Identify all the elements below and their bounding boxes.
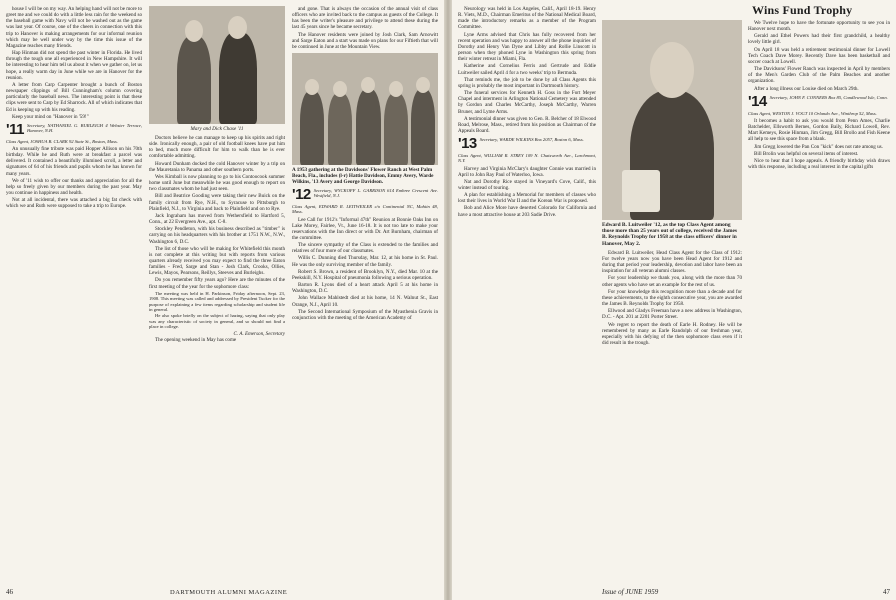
paragraph: Bill Brolin was helpful on several items of interest. [754, 150, 859, 157]
paragraph: Lyne Arms advised that Chris has fully recovered from her recent operation and was happy to answer all the phone inquiries of Dorothy and Henry Van Dyne and Libby and Rollie Linscott in person when they phoned Lyne in Washington this spring from their winter retreat in Miami, Fla. [458, 31, 596, 63]
paragraph: Howard Dunham docked the cold Hanover winter by a trip on the Mauretania to Panama and other southern ports. [149, 160, 285, 173]
paragraph: It becomes a habit to ask you would from Penn Ames, Charlie Batchelder, Ellsworth Bernes, Gordon Baily, Richard Lowell, Rev. Mart Kemeys, Rosie Hinman, Jim Gregg, Bill Brollo and Fish Keene all help to see this space from a blank. [748, 117, 890, 143]
paragraph: The Davidsons' Flower Ranch was inspected in April by members of the Men's Garden Club of the Palm Beaches and another organization. [748, 66, 890, 85]
class-agent: Class Agent, WILLIAM R. STREY 109 N. Chatsworth Ave., Larchmont, N.Y. [458, 153, 596, 164]
right-column-1 [458, 6, 596, 219]
paragraph: We of '11 wish to offer our thanks and appreciation for all the help so freely given by our members during the past year. May you continue in happiness and health. [6, 177, 142, 197]
right-column-2 [602, 20, 742, 347]
paragraph: Jack Ingraham has moved from Wethersfield to Hartford 5, Conn., at 22 Evergreen Ave., apt. C-8. [149, 212, 285, 226]
paragraph: Katherine and Cornelius Ferris and Gertrude and Eddie Luitweiler sailed April 4 for a two weeks' trip to Bermuda. [458, 63, 596, 76]
paragraph: John Wallace Mahlstedt died at his home, 14 N. Walnut St., East Orange, N.J., April 10. [292, 295, 438, 308]
paragraph: Barton R. Lyons died of a heart attack April 5 at his home in Washington, D.C. [292, 282, 438, 295]
paragraph: The Second International Symposium of the Myasthenia Gravis in conjunction with the meeting of the American Academy of [292, 308, 438, 321]
paragraph: Neurology was held in Los Angeles, Calif., April 18-19. Henry R. Viets, M.D., Chairman Emeritus of the National Medical Board, made the introductory remarks as a member of the Program Committee. [458, 6, 596, 31]
paragraph: Nat and Dorothy Rice stayed in Vineyard's Cove, Calif., this winter instead of touring. [458, 178, 596, 191]
paragraph: and gone. That is always the occasion of the annual visit of class officers who are invited back to the campus as guests of the College. It has been the writer's pleasure and privilege to attend these during the last 45 years since he became secretary. [292, 6, 438, 31]
issue-footer: Issue of JUNE 1959 [602, 588, 659, 596]
photo-luitweiler [602, 20, 742, 220]
minutes-paragraph: The meeting was held in H. Parkinson, Friday afternoon, Sept. 23, 1908. This meeting was called and addressed by President Tucker for the purpose of explaining a few items regarding scholarship and student life in general. [149, 290, 285, 312]
paragraph: A letter from Carp Carpenter brought a bunch of Boston newspaper clippings of Bill Cunningham's column covering particularly the baseball news. The interesting point is that these clips were sent to Carp by Ed Sharrock. All of which indicates that Ed is keeping up with his reading. [6, 81, 142, 113]
photo-caption: Edward B. Luitweiler '12, as the top Class Agent among those more than 25 years out of college, received the James B. Reynolds Trophy for 1958 at the class officers' dinner in Hanover, May 2. [602, 222, 737, 247]
paragraph: house I will be on my way. An helping hand will not be more to greet me and we could do with a little less rain for the weekend so the baseball game with Navy will not be washed out as the game was last year. Of course, one of the cheers in connection with this trip to Hanover is making arrangements for our informal reunion which may be well under way by the time this issue of the Magazine reaches many friends. [6, 6, 142, 49]
class-year: '13 [458, 135, 477, 153]
minutes-paragraph: He also spoke briefly on the subject of hazing, saying that only play was any characteristic of society in general, and so should not find a place in college. [149, 313, 285, 330]
class-secretary: Secretary, WARDE WILKINS Box 2057, Boston 6, Mass. [479, 137, 584, 143]
class-secretary: Secretary, NATHANIEL G. BURLEIGH 4 Webster Terrace, Hanover, N.H. [26, 122, 142, 134]
paragraph: We regret to report the death of Earle H. Rodney. He will be remembered by many as Earle Randolph of our freshman year, especially with his defying of the then sophomore class even if it did result in the trough. [602, 321, 742, 346]
paragraph: The funeral services for Kenneth H. Goss in the Fort Meyer Chapel and interment in Arlington National Cemetery was attended by Gordon and Charles McCarthy, Joseph McCarthy, Warren Bruner, and Lyme Arms. [458, 90, 596, 115]
paragraph: Wes Kimball is now planning to go to his Contoocook summer home until June but meanwhile he was good enough to report on two classmates whom he had just seen. [149, 173, 285, 193]
paragraph: Gerald and Ethel Powers had their first grandchild, a healthy lovely little girl. [748, 33, 890, 46]
photo-caption: A 1953 gathering at the Davidsons' Flower Ranch at West Palm Beach, Fla., includes (l-r) Hattie Davidson, Emmy Avery, Warde Wilkins, '13 Avery and George Davidson. [292, 167, 434, 186]
left-page [0, 0, 444, 600]
paragraph: Ellwood and Gladys Freeman have a new address in Washington, D.C. - Apt. 201 at 2201 Porter Street. [602, 308, 742, 321]
class-secretary: Secretary, WYCKOFF L. GARRISON 614 Embree Crescent Ave. Westfield, N.J. [313, 188, 438, 199]
page-number: 46 [6, 588, 13, 596]
paragraph: The opening weekend in May has come [155, 336, 237, 343]
class-year: '11 [6, 120, 24, 138]
paragraph: Stockley Pendleton, with his business described as "timber" is carrying on his headquarters with his brother at 1751 N.W., N.W., Washington 6, D.C. [149, 226, 285, 245]
paragraph: On April 18 was held a retirement testimonial dinner for Lowell Tech Coach Dave Morey. Recently Dave has been basketball and soccer coach at Lowell. [748, 46, 890, 65]
paragraph: After a long illness our Louise died on March 29th. [754, 85, 859, 92]
paragraph: The sincere sympathy of the Class is extended to the families and relatives of four more of our classmates. [292, 242, 438, 255]
page-number: 47 [883, 588, 890, 596]
paragraph: Robert S. Brown, a resident of Brooklyn, N.Y., died Mar. 10 at the Peekskill, N.Y. Hospital of pneumonia following a serious operation. [292, 268, 438, 281]
left-column-1 [6, 6, 142, 211]
class-agent: Class Agent, JOSHUA B. CLARK 92 State St., Boston, Mass. [6, 138, 118, 144]
paragraph: A testimonial dinner was given to Gen. R. Belcher of 18 Elwood Road, Melrose, Mass., retired from his position as Chairman of the Appeals Board. [458, 115, 596, 134]
paragraph: A plan for establishing a Memorial for members of classes who lost their lives in World War II and the Korean War is proposed. [458, 192, 596, 205]
paragraph: Lee Call for 1912's "Informal 47th" Reunion at Bonnie Oaks Inn on Lake Morey, Fairlee, Vt., June 16-18. It is not too late to make your reservations with the Inn direct or with Dr. Art Burnham, chairman of the committee. [292, 216, 438, 241]
paragraph: That reminds me, the job to be done by all Class Agents this spring is probably the most important in Dartmouth history. [458, 76, 596, 89]
paragraph: Not at all incidental, there was attached a big fat check with which we and Ruth were supposed to take a trip to Europe. [6, 197, 142, 210]
class-section-header [748, 92, 890, 110]
paragraph: We Twelve hope to have the fortunate opportunity to see you in Hanover next month. [748, 20, 890, 33]
paragraph: Bill and Beatrice Gooding were taking their new Buick on the family circuit from Rye, N.H., to Syracuse to Pittsburgh to Plainfield, N.J., to Virginia and back to Plainfield and on to Rye. [149, 193, 285, 212]
paragraph: Hap Hinman did not spend the past winter in Florida. He lived through the tough one all experienced in New Hampshire. It will be interesting to hear him tell us about it when we gather on, let us hope, a really warm day in June while we are in Hanover for the reunion. [6, 50, 142, 81]
paragraph: The Hanover residents were joined by Josh Clark, Sam Arnowitt and Sarge Eaton and a start was made on plans for our Fiftieth that will be continued in June at the Mountain View. [292, 31, 438, 50]
class-agent: Class Agent, EDWARD R. LEITWEILER c/o Continental NC, Mahtin 48, Mass. [292, 204, 438, 215]
signoff: C. A. Emerson, Secretary [233, 330, 285, 337]
class-agent: Class Agent, WESTON J. VOGT 10 Orlando Ave., Winthrop 52, Mass. [748, 110, 877, 116]
paragraph: An unusually fine tribute was paid Hopper Allison on his 70th birthday. While he and Ruth were at breakfast a parcel was delivered. It contained a beautifully illumined scroll, a letter and signatures of 64 of his friends and pupils whom he has known for many years. [6, 146, 142, 177]
magazine-footer: DARTMOUTH ALUMNI MAGAZINE [170, 589, 288, 596]
paragraph: Edward B. Luitweiler, Head Class Agent for the Class of 1912: For twelve years now you have been Head Agent for 1912 and during that period your leadership, devotion and labor have been an inspiration for all veteran alumni classes. [602, 249, 742, 275]
page-title: Wins Fund Trophy [752, 3, 853, 17]
class-section-header [458, 137, 596, 151]
class-section-header [6, 120, 142, 138]
paragraph: Willis C. Dunning died Thursday, Mar. 12, at his home in St. Paul. He was the only surviving member of the family. [292, 255, 438, 268]
left-column-2 [149, 6, 285, 344]
paragraph: Keep your mind on "Hanover in '59!" [12, 113, 89, 120]
paragraph: Do you remember fifty years ago? Here are the minutes of the first meeting of the year for the sophomore class: [149, 277, 285, 290]
paragraph: Jim Gregg lowered the Pan Con "kick" does not rate among us. [754, 143, 883, 150]
class-secretary: Secretary, JOHN F. CONNERS Box 85, Candlewood Isle, Conn. [769, 94, 888, 100]
left-column-3 [292, 6, 438, 322]
class-section-header [292, 188, 438, 202]
paragraph: For your leadership we thank you, along with the more than 70 other agents who have set an example for the rest of us. [602, 275, 742, 288]
right-page [452, 0, 896, 600]
paragraph: Harvey and Virginia McClary's daughter Connie was married in April to John Ray Paul of Waterloo, Iowa. [458, 165, 596, 178]
paragraph: Nice to hear that I hope appeals. A friendly birthday wish draws with this response, including a real interest in the capital gifts [748, 157, 890, 171]
photo-caption: Mary and Dick Chase '11 [190, 126, 244, 132]
page-gutter [444, 0, 452, 600]
photo-chase [149, 6, 285, 124]
paragraph: Bob and Alice More have deserted Colorado for California and have a most attractive house at 203 Sadie Drive. [458, 205, 596, 218]
photo-davidsons [292, 53, 438, 165]
right-column-3 [748, 20, 890, 171]
paragraph: For your knowledge this recognition more than a decade and for these achievements, to the eighth consecutive year, you are awarded the James B. Reynolds Trophy for 1958. [602, 288, 742, 308]
class-year: '12 [292, 186, 311, 204]
paragraph: Doctors believe he can manage to keep up his spirits and right side. Ironically enough, a pair of old football knees have put him to bed, much more difficult for him to walk than he is ever comfortable admitting. [149, 135, 285, 160]
class-year: '14 [748, 92, 767, 110]
paragraph: The list of those who will be making for Whitefield this month is not complete at this writing but with reports from various quarters already received you may expect to find the three Eaton families - Fred, Sarge and Stan - Josh Clark, Crooks, Ollies, Lewis, Mayos, Pearsons, Reillys, Steeves and Burleighs. [149, 245, 285, 277]
